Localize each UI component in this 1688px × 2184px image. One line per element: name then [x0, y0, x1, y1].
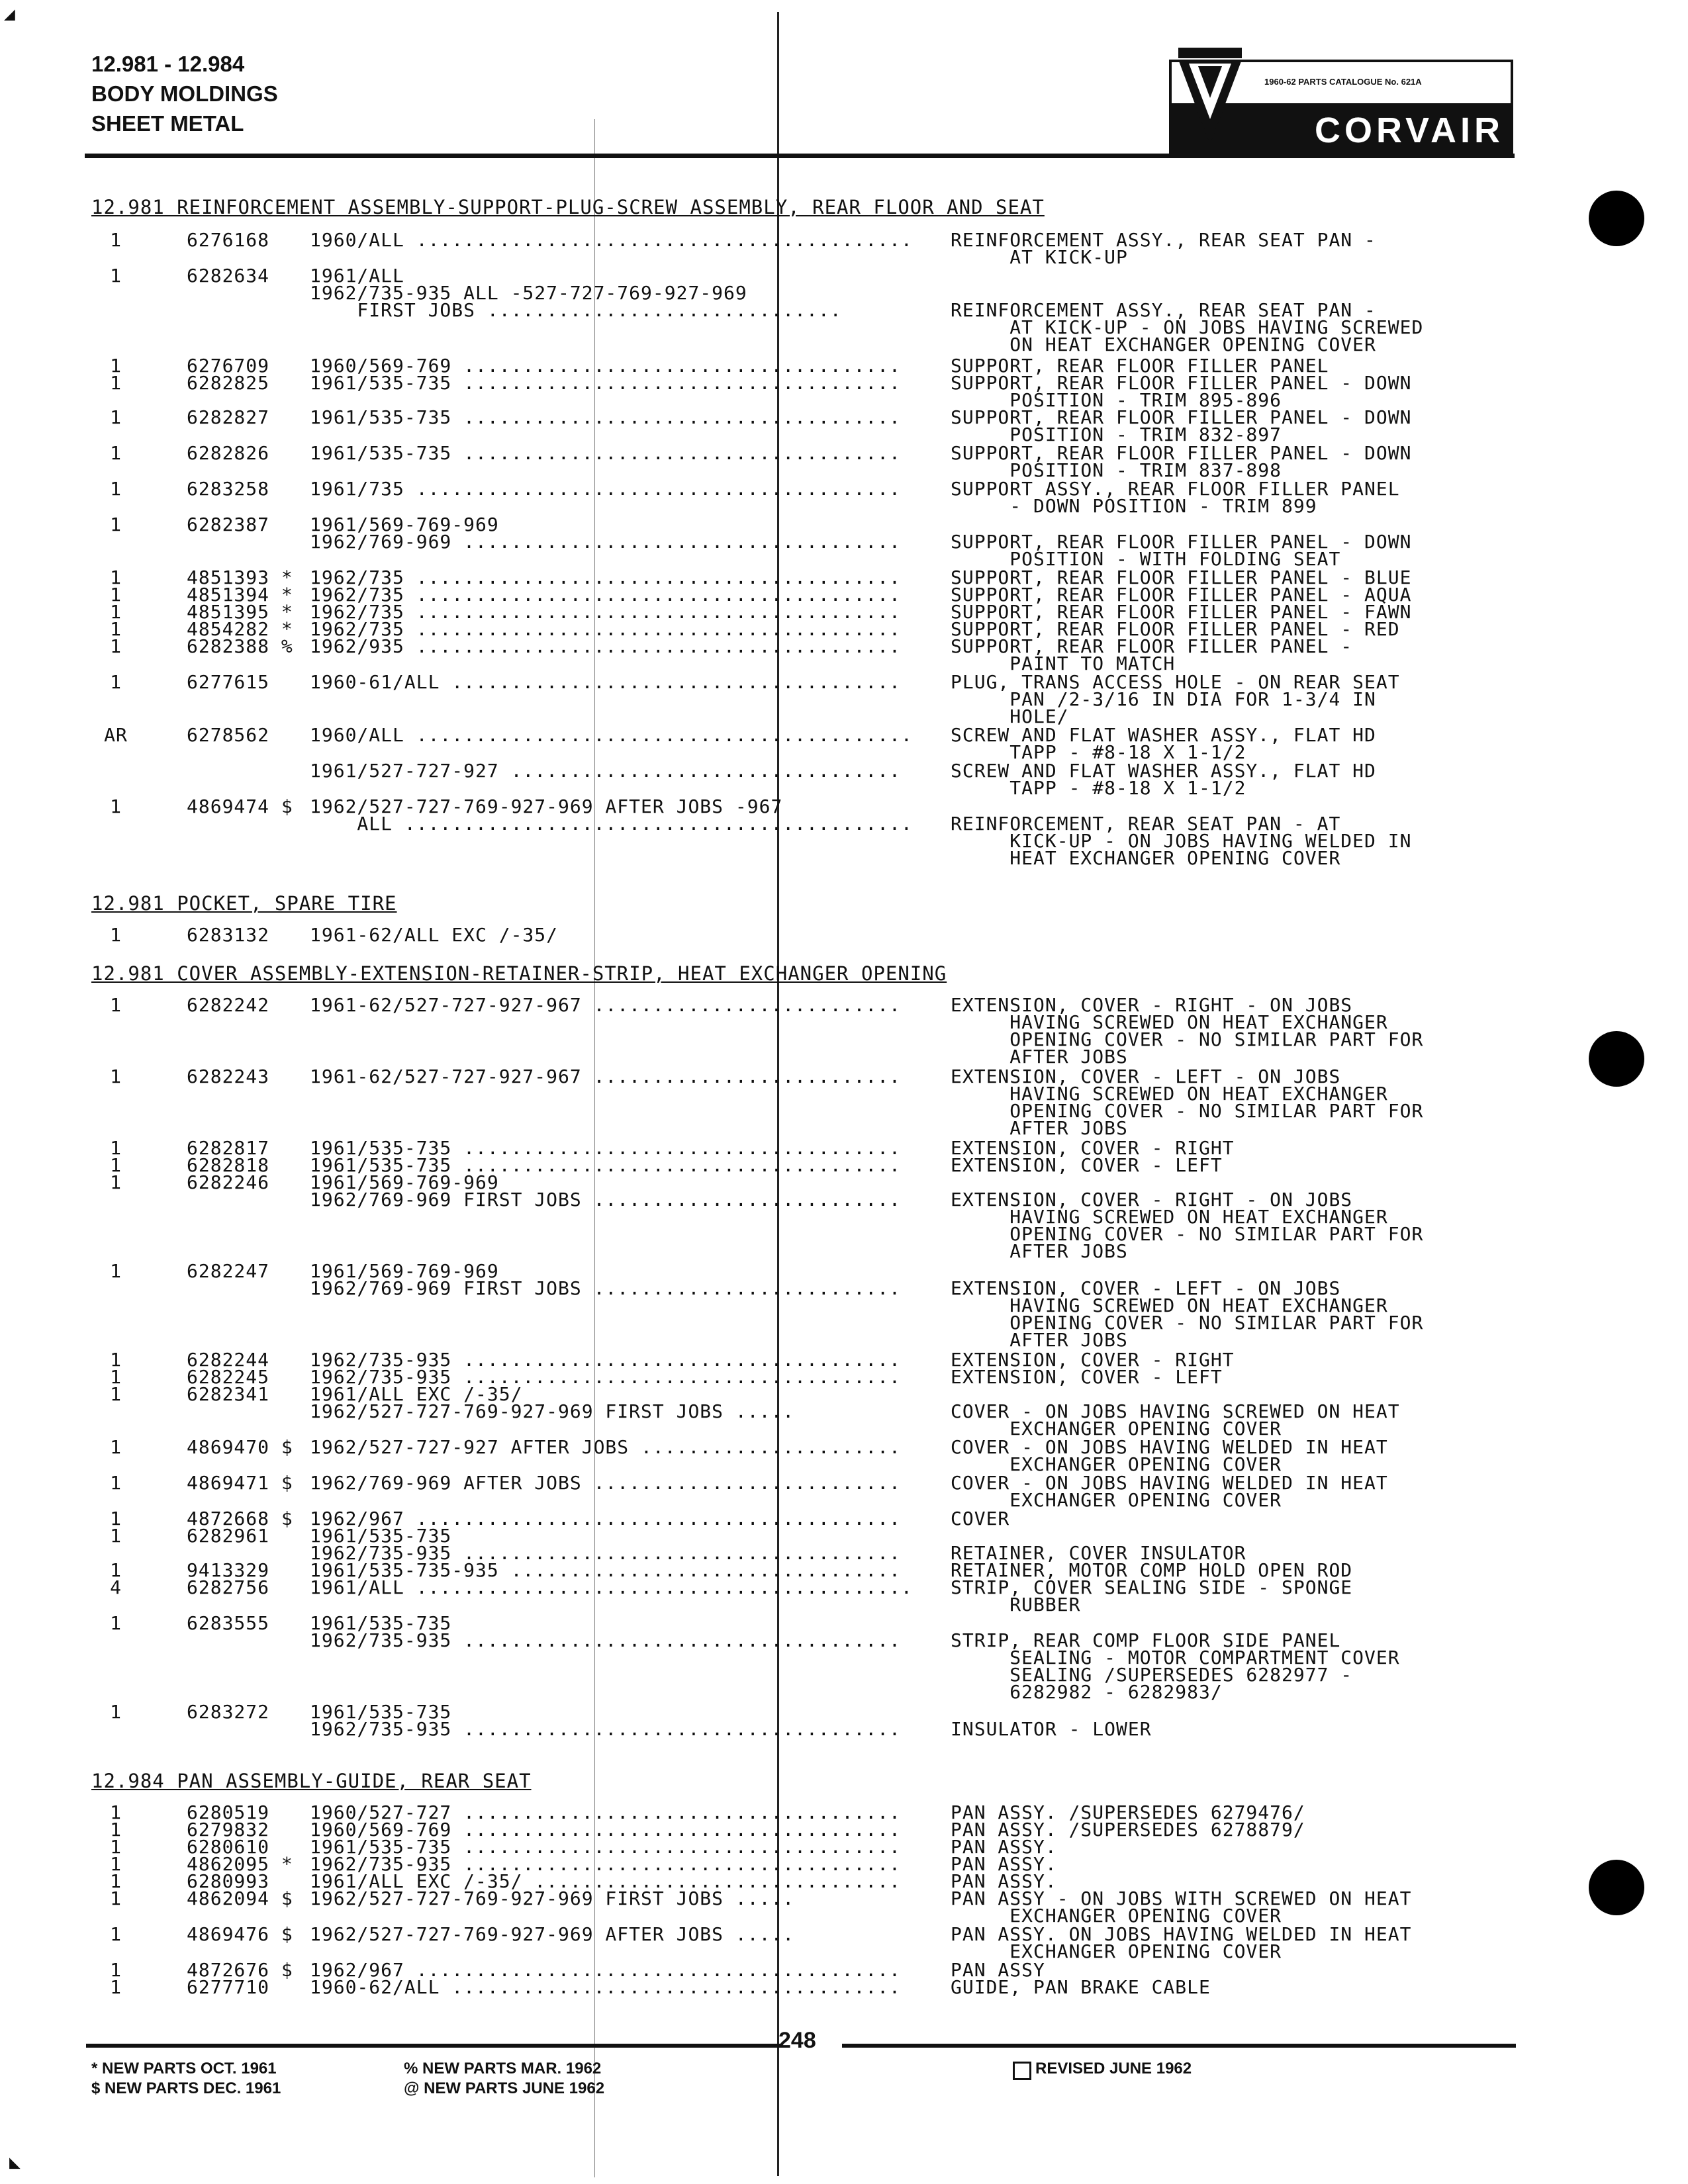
part-number-cell: 6279832 — [187, 1819, 270, 1841]
footer-rule-left — [86, 2044, 781, 2048]
part-number-cell: 6282341 — [187, 1383, 270, 1405]
description-cell: STRIP, REAR COMP FLOOR SIDE PANEL SEALING - MOTOR COMPARTMENT COVER SEALING /SUPERSEDES 6282977 - 6282982 - 6282983/ — [951, 1629, 1400, 1703]
qty-cell: 1 — [110, 229, 122, 251]
qty-cell: 1 — [110, 1366, 122, 1388]
description-cell: COVER - ON JOBS HAVING SCREWED ON HEAT EXCHANGER OPENING COVER — [951, 1400, 1400, 1439]
header-group: BODY MOLDINGS — [91, 81, 278, 106]
description-cell: SUPPORT, REAR FLOOR FILLER PANEL - RED — [951, 618, 1400, 640]
part-number-cell: 6282387 — [187, 514, 270, 535]
part-number-cell: 6278562 — [187, 724, 270, 746]
qty-cell: 1 — [110, 1612, 122, 1634]
description-cell: EXTENSION, COVER - LEFT - ON JOBS HAVING SCREWED ON HEAT EXCHANGER OPENING COVER - NO SIMILAR PART FOR AFTER JOBS — [951, 1277, 1424, 1351]
qty-cell: 1 — [110, 924, 122, 946]
application-cell: 1962/769-969 AFTER JOBS .......................... — [310, 1472, 901, 1494]
application-cell: 1961/535-735 ..................................... — [310, 372, 901, 394]
description-cell: SUPPORT, REAR FLOOR FILLER PANEL - DOWN POSITION - TRIM 895-896 — [951, 372, 1412, 411]
part-number-cell: 4869471 $ — [187, 1472, 293, 1494]
part-number-cell: 6276709 — [187, 355, 270, 377]
part-number-cell: 6282756 — [187, 1576, 270, 1598]
part-number-cell: 6282818 — [187, 1154, 270, 1176]
part-number-cell: 4869476 $ — [187, 1923, 293, 1945]
application-cell: 1961/569-769-969 1962/769-969 FIRST JOBS .......................... — [310, 1171, 901, 1210]
qty-cell: 4 — [110, 1576, 122, 1598]
description-cell: PAN ASSY — [951, 1959, 1045, 1981]
application-cell: 1961/535-735 ..................................... — [310, 406, 901, 428]
description-cell: COVER — [951, 1508, 1010, 1529]
part-number-cell: 6283272 — [187, 1701, 270, 1723]
footnote-oct-1961: * NEW PARTS OCT. 1961 — [91, 2060, 277, 2077]
qty-cell: 1 — [110, 1383, 122, 1405]
part-number-cell: 4851393 * — [187, 567, 293, 588]
application-cell: 1960/569-769 ..................................... — [310, 1819, 901, 1841]
description-cell: REINFORCEMENT ASSY., REAR SEAT PAN - AT KICK-UP — [951, 229, 1376, 268]
application-cell: 1961/535-735 ..................................... — [310, 1137, 901, 1159]
application-cell: 1962/735-935 ..................................... — [310, 1366, 901, 1388]
description-cell: SUPPORT, REAR FLOOR FILLER PANEL - DOWN POSITION - TRIM 832-897 — [951, 406, 1412, 445]
application-cell: 1961/ALL EXC /-35/ ............................... — [310, 1870, 901, 1892]
application-cell: 1961/569-769-969 1962/769-969 FIRST JOBS .......................... — [310, 1260, 901, 1299]
description-cell: SUPPORT ASSY., REAR FLOOR FILLER PANEL - DOWN POSITION - TRIM 899 — [951, 478, 1400, 517]
qty-cell: 1 — [110, 1959, 122, 1981]
application-cell: 1962/527-727-927 AFTER JOBS ...................... — [310, 1436, 901, 1458]
qty-cell: 1 — [110, 1701, 122, 1723]
description-cell: STRIP, COVER SEALING SIDE - SPONGE RUBBER — [951, 1576, 1353, 1615]
application-cell: 1961/ALL EXC /-35/ 1962/527-727-769-927-969 FIRST JOBS ..... — [310, 1383, 795, 1422]
description-cell: SUPPORT, REAR FLOOR FILLER PANEL - DOWN POSITION - WITH FOLDING SEAT — [951, 531, 1412, 570]
qty-cell: 1 — [110, 1171, 122, 1193]
qty-cell: 1 — [110, 1154, 122, 1176]
part-number-cell: 4869470 $ — [187, 1436, 293, 1458]
qty-cell: 1 — [110, 1472, 122, 1494]
qty-cell: 1 — [110, 671, 122, 693]
qty-cell: 1 — [110, 1853, 122, 1875]
application-cell: 1962/527-727-769-927-969 AFTER JOBS ..... — [310, 1923, 795, 1945]
application-cell: 1961/ALL 1962/735-935 ALL -527-727-769-927-969 FIRST JOBS .............................. — [310, 265, 842, 321]
corner-mark-bottom: ◣ — [9, 2151, 21, 2173]
part-number-cell: 6282817 — [187, 1137, 270, 1159]
part-number-cell: 6282634 — [187, 265, 270, 287]
description-cell: REINFORCEMENT, REAR SEAT PAN - AT KICK-UP - ON JOBS HAVING WELDED IN HEAT EXCHANGER OPENING COVER — [951, 813, 1412, 869]
application-cell: 1961/ALL .......................................... — [310, 1576, 913, 1598]
corvair-logo — [1169, 46, 1513, 156]
part-number-cell: 6282246 — [187, 1171, 270, 1193]
qty-cell: 1 — [110, 406, 122, 428]
part-number-cell: 6282826 — [187, 442, 270, 464]
application-cell: 1962/735 ......................................... — [310, 618, 901, 640]
description-cell: EXTENSION, COVER - RIGHT - ON JOBS HAVING SCREWED ON HEAT EXCHANGER OPENING COVER - NO SIMILAR PART FOR AFTER JOBS — [951, 1189, 1424, 1262]
application-cell: 1962/967 ......................................... — [310, 1508, 901, 1529]
part-number-cell: 4872676 $ — [187, 1959, 293, 1981]
qty-cell: 1 — [110, 1976, 122, 1998]
qty-cell: 1 — [110, 1819, 122, 1841]
qty-cell: 1 — [110, 1836, 122, 1858]
description-cell: REINFORCEMENT ASSY., REAR SEAT PAN - AT KICK-UP - ON JOBS HAVING SCREWED ON HEAT EXCHANGER OPENING COVER — [951, 299, 1424, 355]
part-number-cell: 6282961 — [187, 1525, 270, 1547]
application-cell: 1961/535-735 1962/735-935 ..................................... — [310, 1701, 901, 1740]
description-cell: SUPPORT, REAR FLOOR FILLER PANEL — [951, 355, 1329, 377]
description-cell: SUPPORT, REAR FLOOR FILLER PANEL - DOWN POSITION - TRIM 837-898 — [951, 442, 1412, 481]
description-cell: SUPPORT, REAR FLOOR FILLER PANEL - PAINT TO MATCH — [951, 635, 1353, 674]
corner-mark-top: ◢ — [4, 3, 15, 24]
description-cell: SCREW AND FLAT WASHER ASSY., FLAT HD TAPP - #8-18 X 1-1/2 — [951, 724, 1376, 763]
description-cell: EXTENSION, COVER - LEFT — [951, 1366, 1223, 1388]
part-number-cell: 9413329 — [187, 1559, 270, 1581]
part-number-cell: 6280993 — [187, 1870, 270, 1892]
application-cell: 1962/735-935 ..................................... — [310, 1349, 901, 1371]
application-cell: 1962/735 ......................................... — [310, 601, 901, 623]
application-cell: 1962/735 ......................................... — [310, 584, 901, 606]
application-cell: 1961/535-735 1962/735-935 ..................................... — [310, 1612, 901, 1651]
part-number-cell: 6280610 — [187, 1836, 270, 1858]
part-number-cell: 4869474 $ — [187, 796, 293, 817]
chevrolet-crest-icon — [1176, 46, 1244, 146]
part-number-cell: 6282825 — [187, 372, 270, 394]
description-cell: SUPPORT, REAR FLOOR FILLER PANEL - BLUE — [951, 567, 1412, 588]
section-heading: 12.984 PAN ASSEMBLY-GUIDE, REAR SEAT — [91, 1770, 532, 1792]
description-cell: RETAINER, MOTOR COMP HOLD OPEN ROD — [951, 1559, 1353, 1581]
description-cell: EXTENSION, COVER - LEFT — [951, 1154, 1223, 1176]
description-cell: GUIDE, PAN BRAKE CABLE — [951, 1976, 1211, 1998]
description-cell: COVER - ON JOBS HAVING WELDED IN HEAT EXCHANGER OPENING COVER — [951, 1436, 1388, 1475]
qty-cell: 1 — [110, 514, 122, 535]
description-cell: EXTENSION, COVER - RIGHT - ON JOBS HAVING SCREWED ON HEAT EXCHANGER OPENING COVER - NO SIMILAR PART FOR AFTER JOBS — [951, 994, 1424, 1068]
revised-note: REVISED JUNE 1962 — [1035, 2060, 1192, 2077]
qty-cell: 1 — [110, 635, 122, 657]
qty-cell: 1 — [110, 355, 122, 377]
application-cell: 1960/569-769 ..................................... — [310, 355, 901, 377]
description-cell: EXTENSION, COVER - RIGHT — [951, 1349, 1235, 1371]
part-number-cell: 6282388 % — [187, 635, 293, 657]
part-number-cell: 4862095 * — [187, 1853, 293, 1875]
header-code: 12.981 - 12.984 — [91, 52, 245, 76]
qty-cell: 1 — [110, 618, 122, 640]
application-cell: 1960-61/ALL ...................................... — [310, 671, 901, 693]
description-cell: PAN ASSY - ON JOBS WITH SCREWED ON HEAT EXCHANGER OPENING COVER — [951, 1888, 1412, 1927]
section-heading: 12.981 COVER ASSEMBLY-EXTENSION-RETAINER-STRIP, HEAT EXCHANGER OPENING — [91, 962, 947, 985]
header-rule — [85, 154, 1515, 158]
application-cell: 1961/535-735 1962/735-935 ..................................... — [310, 1525, 901, 1564]
part-number-cell: 6282244 — [187, 1349, 270, 1371]
part-number-cell: 4851394 * — [187, 584, 293, 606]
footnote-june-1962: @ NEW PARTS JUNE 1962 — [404, 2079, 605, 2097]
qty-cell: 1 — [110, 1888, 122, 1909]
description-cell: PAN ASSY. ON JOBS HAVING WELDED IN HEAT EXCHANGER OPENING COVER — [951, 1923, 1412, 1962]
part-number-cell: 4854282 * — [187, 618, 293, 640]
qty-cell: 1 — [110, 1525, 122, 1547]
application-cell: 1962/967 ......................................... — [310, 1959, 901, 1981]
description-cell: PAN ASSY. — [951, 1870, 1057, 1892]
footnote-dec-1961: $ NEW PARTS DEC. 1961 — [91, 2079, 281, 2097]
application-cell: 1961/535-735-935 ................................. — [310, 1559, 901, 1581]
page-number: 248 — [778, 2028, 816, 2053]
application-cell: 1961-62/ALL EXC /-35/ — [310, 924, 559, 946]
description-cell: EXTENSION, COVER - RIGHT — [951, 1137, 1235, 1159]
description-cell: PAN ASSY. — [951, 1853, 1057, 1875]
part-number-cell: 6283132 — [187, 924, 270, 946]
application-cell: 1960-62/ALL ...................................... — [310, 1976, 901, 1998]
application-cell: 1960/527-727 ..................................... — [310, 1801, 901, 1823]
qty-cell: 1 — [110, 1349, 122, 1371]
description-cell: PLUG, TRANS ACCESS HOLE - ON REAR SEAT PAN /2-3/16 IN DIA FOR 1-3/4 IN HOLE/ — [951, 671, 1400, 727]
footnote-mar-1962: % NEW PARTS MAR. 1962 — [404, 2060, 602, 2077]
application-cell: 1961/527-727-927 ................................. — [310, 760, 901, 782]
part-number-cell: 6282245 — [187, 1366, 270, 1388]
part-number-cell: 4872668 $ — [187, 1508, 293, 1529]
part-number-cell: 6282827 — [187, 406, 270, 428]
section-heading: 12.981 POCKET, SPARE TIRE — [91, 892, 397, 915]
part-number-cell: 6282247 — [187, 1260, 270, 1282]
description-cell: SCREW AND FLAT WASHER ASSY., FLAT HD TAPP - #8-18 X 1-1/2 — [951, 760, 1376, 799]
part-number-cell: 6277710 — [187, 1976, 270, 1998]
application-cell: 1961/535-735 ..................................... — [310, 1836, 901, 1858]
qty-cell: 1 — [110, 796, 122, 817]
application-cell: 1962/735 ......................................... — [310, 567, 901, 588]
description-cell: EXTENSION, COVER - LEFT - ON JOBS HAVING SCREWED ON HEAT EXCHANGER OPENING COVER - NO SIMILAR PART FOR AFTER JOBS — [951, 1066, 1424, 1139]
part-number-cell: 6283555 — [187, 1612, 270, 1634]
application-cell: 1961/735 ......................................... — [310, 478, 901, 500]
qty-cell: 1 — [110, 1066, 122, 1087]
qty-cell: 1 — [110, 478, 122, 500]
section-heading: 12.981 REINFORCEMENT ASSEMBLY-SUPPORT-PLUG-SCREW ASSEMBLY, REAR FLOOR AND SEAT — [91, 196, 1045, 218]
application-cell: 1961/535-735 ..................................... — [310, 442, 901, 464]
qty-cell: 1 — [110, 1508, 122, 1529]
qty-cell: AR — [104, 724, 128, 746]
application-cell: 1962/527-727-769-927-969 AFTER JOBS -967 ALL ........................................... — [310, 796, 913, 835]
qty-cell: 1 — [110, 265, 122, 287]
catalogue-label: 1960-62 PARTS CATALOGUE No. 621A — [1264, 77, 1422, 87]
part-number-cell: 6280519 — [187, 1801, 270, 1823]
qty-cell: 1 — [110, 1137, 122, 1159]
description-cell: PAN ASSY. /SUPERSEDES 6279476/ — [951, 1801, 1305, 1823]
part-number-cell: 6282242 — [187, 994, 270, 1016]
application-cell: 1961-62/527-727-927-967 .......................... — [310, 994, 901, 1016]
part-number-cell: 6282243 — [187, 1066, 270, 1087]
description-cell: SUPPORT, REAR FLOOR FILLER PANEL - AQUA — [951, 584, 1412, 606]
punch-hole — [1589, 1031, 1644, 1087]
qty-cell: 1 — [110, 372, 122, 394]
part-number-cell: 4851395 * — [187, 601, 293, 623]
punch-hole — [1589, 1860, 1644, 1915]
qty-cell: 1 — [110, 1260, 122, 1282]
description-cell: SUPPORT, REAR FLOOR FILLER PANEL - FAWN — [951, 601, 1412, 623]
application-cell: 1961/535-735 ..................................... — [310, 1154, 901, 1176]
application-cell: 1961/569-769-969 1962/769-969 ..................................... — [310, 514, 901, 553]
application-cell: 1962/527-727-769-927-969 FIRST JOBS ..... — [310, 1888, 795, 1909]
qty-cell: 1 — [110, 584, 122, 606]
punch-hole — [1589, 191, 1644, 246]
brand-wordmark: CORVAIR — [1314, 111, 1504, 150]
revised-checkbox-icon — [1013, 2062, 1031, 2080]
description-cell: COVER - ON JOBS HAVING WELDED IN HEAT EXCHANGER OPENING COVER — [951, 1472, 1388, 1511]
qty-cell: 1 — [110, 1559, 122, 1581]
application-cell: 1962/935 ......................................... — [310, 635, 901, 657]
qty-cell: 1 — [110, 567, 122, 588]
description-cell: INSULATOR - LOWER — [951, 1718, 1152, 1740]
application-cell: 1961-62/527-727-927-967 .......................... — [310, 1066, 901, 1087]
part-number-cell: 4862094 $ — [187, 1888, 293, 1909]
qty-cell: 1 — [110, 442, 122, 464]
part-number-cell: 6276168 — [187, 229, 270, 251]
qty-cell: 1 — [110, 1923, 122, 1945]
application-cell: 1960/ALL .......................................... — [310, 229, 913, 251]
qty-cell: 1 — [110, 1801, 122, 1823]
qty-cell: 1 — [110, 1436, 122, 1458]
qty-cell: 1 — [110, 994, 122, 1016]
application-cell: 1960/ALL .......................................... — [310, 724, 913, 746]
description-cell: PAN ASSY. /SUPERSEDES 6278879/ — [951, 1819, 1305, 1841]
footer-rule-right — [842, 2044, 1516, 2048]
application-cell: 1962/735-935 ..................................... — [310, 1853, 901, 1875]
page-header — [91, 49, 278, 138]
qty-cell: 1 — [110, 601, 122, 623]
description-cell: RETAINER, COVER INSULATOR — [951, 1542, 1246, 1564]
part-number-cell: 6277615 — [187, 671, 270, 693]
qty-cell: 1 — [110, 1870, 122, 1892]
part-number-cell: 6283258 — [187, 478, 270, 500]
header-subgroup: SHEET METAL — [91, 111, 244, 136]
description-cell: PAN ASSY. — [951, 1836, 1057, 1858]
